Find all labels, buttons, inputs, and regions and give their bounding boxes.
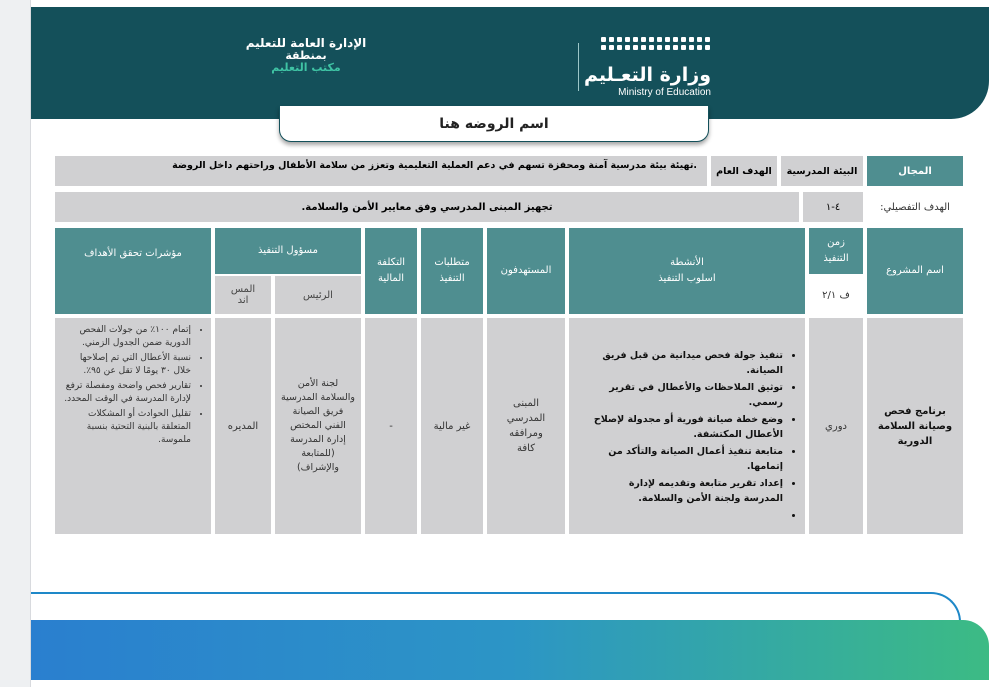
indicators-list bbox=[63, 324, 205, 447]
td-assistant: المديره bbox=[215, 318, 271, 534]
th-requirements: متطلبات التنفيذ bbox=[421, 228, 483, 314]
th-method-label: اسلوب التنفيذ bbox=[658, 273, 716, 284]
footer-divider-line bbox=[31, 592, 961, 622]
logo-dots-icon bbox=[581, 37, 711, 50]
td-time: دوري bbox=[809, 318, 863, 534]
th-cost: التكلفة المالية bbox=[365, 228, 417, 314]
td-activities bbox=[569, 318, 805, 534]
th-target: المستهدفون bbox=[487, 228, 565, 314]
goal-value: .تهيئة بيئة مدرسية آمنة ومحفزة تسهم في دعم العملية التعليمية وتعزز من سلامة الأطفال وراحتهم داخل الروضة bbox=[55, 156, 707, 186]
th-assistant: المس اند bbox=[215, 276, 271, 314]
th-time: زمن التنفيذ bbox=[809, 228, 863, 274]
td-main: لجنة الأمن والسلامة المدرسية فريق الصيانة الفني المختص إدارة المدرسة (للمتابعة والإشراف) bbox=[275, 318, 361, 534]
indicator-item: • نسبة الأعطال التي تم إصلاحها خلال ٣٠ يومًا لا تقل عن ٩٥٪. bbox=[63, 352, 191, 378]
activity-item bbox=[589, 508, 783, 523]
domain-label: المجال bbox=[867, 156, 963, 186]
ministry-name-ar: وزارة التعـليم bbox=[583, 64, 711, 86]
indicator-item: • تقليل الحوادث أو المشكلات المتعلقة بالبنية التحتية بنسبة ملموسة. bbox=[63, 408, 191, 447]
indicator-item: • تقارير فحص واضحة ومفصلة ترفع لإدارة المدرسة في الوقت المحدد. bbox=[63, 380, 191, 406]
logo-divider bbox=[578, 43, 579, 91]
td-indicators bbox=[55, 318, 211, 534]
admin-line3: مكتب التعليم bbox=[271, 61, 341, 74]
th-responsible: مسؤول التنفيذ bbox=[215, 228, 361, 274]
th-activities bbox=[569, 228, 805, 314]
td-target: المبنى المدرسي ومرافقه كافة bbox=[487, 318, 565, 534]
th-term: ف ٢/١ bbox=[809, 276, 863, 314]
kindergarten-name-title: اسم الروضه هنا bbox=[279, 106, 709, 142]
detail-goal-code: ٤-١ bbox=[803, 192, 863, 222]
activity-item: • تنفيذ جولة فحص ميدانية من قبل فريق الصيانة. bbox=[589, 348, 783, 378]
goal-label: الهدف العام bbox=[711, 156, 777, 186]
activity-item: • متابعة تنفيذ أعمال الصيانة والتأكد من إتمامها. bbox=[589, 444, 783, 474]
detail-goal-label: الهدف التفصيلي: bbox=[867, 192, 963, 222]
activity-item: • توثيق الملاحظات والأعطال في تقرير رسمي. bbox=[589, 380, 783, 410]
header-band bbox=[31, 7, 989, 119]
td-cost: - bbox=[365, 318, 417, 534]
indicator-item: • إتمام ١٠٠٪ من جولات الفحص الدورية ضمن الجدول الزمني. bbox=[63, 324, 191, 350]
td-project: برنامج فحص وصيانة السلامة الدورية bbox=[867, 318, 963, 534]
domain-value: البيئة المدرسية bbox=[781, 156, 863, 186]
td-requirements: غير مالية bbox=[421, 318, 483, 534]
footer-gradient-bar bbox=[31, 620, 989, 680]
th-indicators: مؤشرات تحقق الأهداف bbox=[55, 228, 211, 314]
th-project: اسم المشروع bbox=[867, 228, 963, 314]
admin-line2: بمنطقة bbox=[285, 49, 327, 62]
ministry-logo bbox=[581, 37, 711, 99]
admin-line1: الإدارة العامة للتعليم bbox=[245, 36, 367, 50]
th-main: الرئيس bbox=[275, 276, 361, 314]
ministry-name-en: Ministry of Education bbox=[618, 87, 711, 98]
detail-goal-value: تجهيز المبنى المدرسي وفق معايير الأمن والسلامة. bbox=[55, 192, 799, 222]
document-page bbox=[30, 0, 1000, 687]
th-activities-label: الأنشطة bbox=[670, 257, 704, 268]
admin-block bbox=[236, 37, 376, 74]
activity-item: • إعداد تقرير متابعة وتقديمه لإدارة المدرسة ولجنة الأمن والسلامة. bbox=[589, 476, 783, 506]
activities-list bbox=[589, 348, 797, 525]
activity-item: • وضع خطة صيانة فورية أو مجدولة لإصلاح الأعطال المكتشفة. bbox=[589, 412, 783, 442]
